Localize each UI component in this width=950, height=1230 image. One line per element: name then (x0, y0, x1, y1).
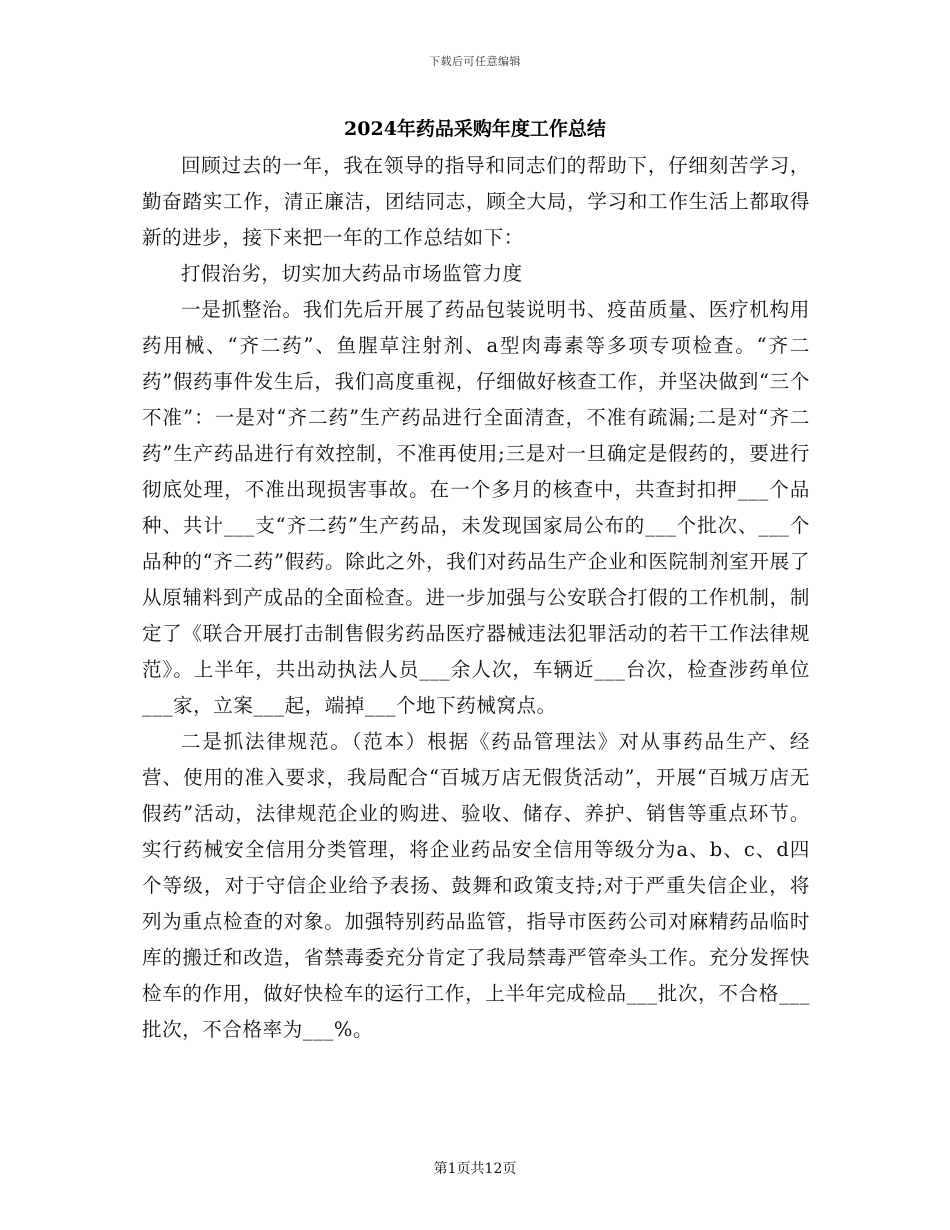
document-body (142, 148, 810, 1048)
paragraph-section-heading: 打假治劣，切实加大药品市场监管力度 (181, 262, 523, 285)
paragraph-intro: 回顾过去的一年，我在领导的指导和同志们的帮助下，仔细刻苦学习，勤奋踏实工作，清正廉洁，团结同志，顾全大局，学习和工作生活上都取得新的进步，接下来把一年的工作总结如下： (142, 154, 810, 249)
paragraph-rectification: 一是抓整治。我们先后开展了药品包装说明书、疫苗质量、医疗机构用药用械、“齐二药”、鱼腥草注射剂、a型肉毒素等多项专项检查。“齐二药”假药事件发生后，我们高度重视，仔细做好核查工作，并坚决做到“三个不准”：一是对“齐二药”生产药品进行全面清查，不准有疏漏;二是对“齐二药”生产药品进行有效控制，不准再使用;三是对一旦确定是假药的，要进行彻底处理，不准出现损害事故。在一个多月的核查中，共查封扣押___个品种、共计___支“齐二药”生产药品，未发现国家局公布的___个批次、___个品种的“齐二药”假药。除此之外，我们对药品生产企业和医院制剂室开展了从原辅料到产成品的全面检查。进一步加强与公安联合打假的工作机制，制定了《联合开展打击制售假劣药品医疗器械违法犯罪活动的若干工作法律规范》。上半年，共出动执法人员___余人次，车辆近___台次，检查涉药单位___家，立案___起，端掉___个地下药械窝点。 (142, 298, 810, 717)
document-title: 2024年药品采购年度工作总结 (344, 118, 606, 140)
paragraph-regulation: 二是抓法律规范。（范本）根据《药品管理法》对从事药品生产、经营、使用的准入要求，我局配合“百城万店无假货活动”，开展“百城万店无假药”活动，法律规范企业的购进、验收、储存、养护、销售等重点环节。实行药械安全信用分类管理，将企业药品安全信用等级分为a、b、c、d四个等级，对于守信企业给予表扬、鼓舞和政策支持;对于严重失信企业，将列为重点检查的对象。加强特别药品监管，指导市医药公司对麻精药品临时库的搬迁和改造，省禁毒委充分肯定了我局禁毒严管牵头工作。充分发挥快检车的作用，做好快检车的运行工作，上半年完成检品___批次，不合格___批次，不合格率为___%。 (142, 730, 810, 1041)
page-number: 第1页共12页 (433, 1161, 517, 1177)
page-header-note: 下载后可任意编辑 (429, 55, 521, 68)
